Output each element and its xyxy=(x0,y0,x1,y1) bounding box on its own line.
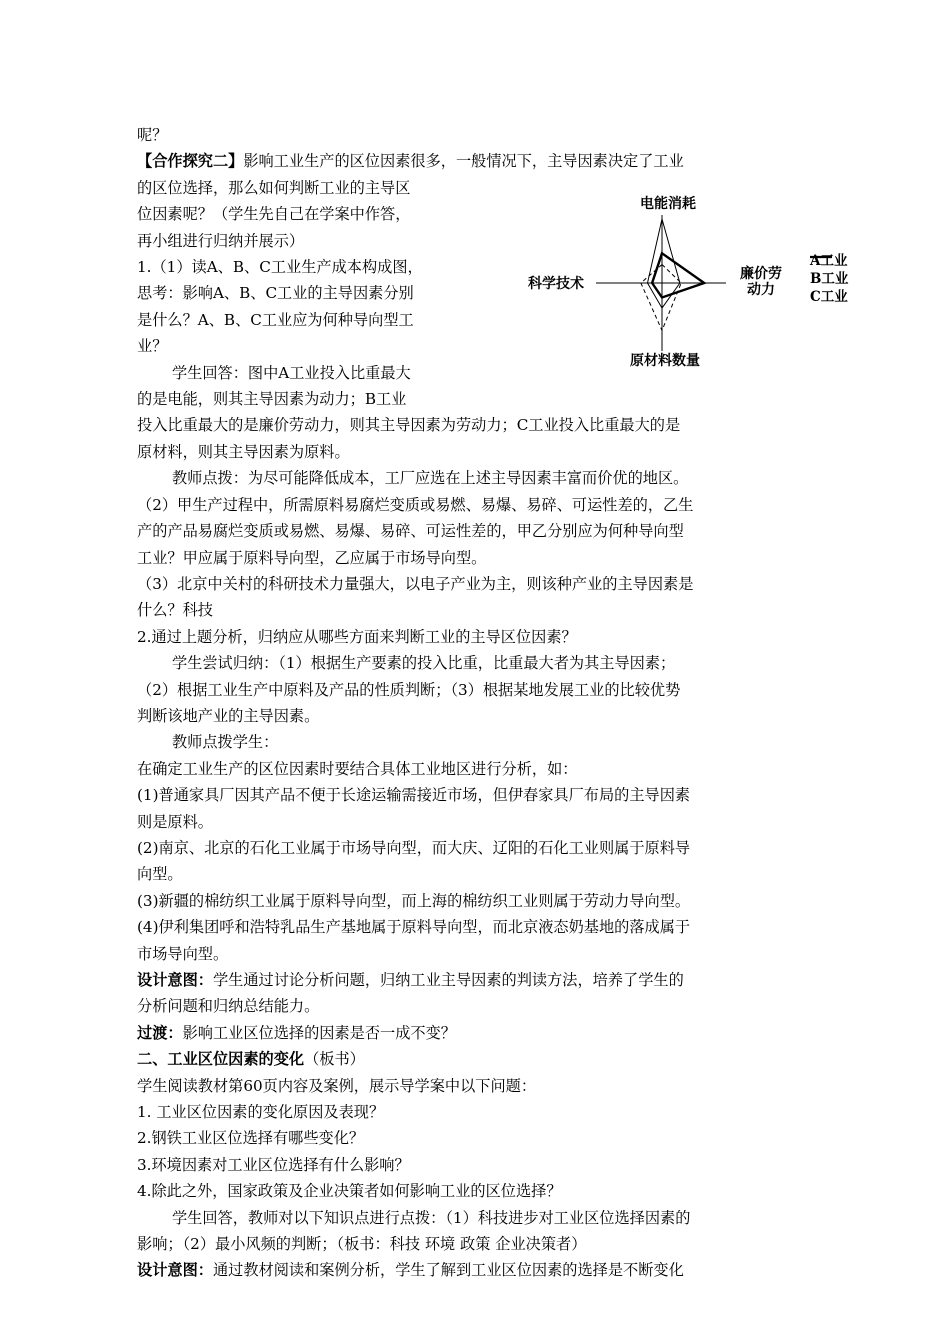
radar-chart xyxy=(518,190,883,380)
section-heading: 二、工业区位因素的变化 xyxy=(137,1050,305,1069)
bold-label: 设计意图： xyxy=(137,971,213,989)
legend-item-a: A工业 xyxy=(810,253,848,269)
axis-label-technology: 科学技术 xyxy=(528,276,584,292)
text-line: 教师点拨：为尽可能降低成本，工厂应选在上述主导因素丰富而价优的地区。 xyxy=(171,469,689,488)
text-line: 产的产品易腐烂变质或易燃、易爆、易碎、可运性差的，甲乙分别应为何种导向型 xyxy=(137,522,684,541)
text-line: 2.通过上题分析，归纳应从哪些方面来判断工业的主导区位因素？ xyxy=(137,627,577,646)
legend-item-c: C工业 xyxy=(810,289,848,305)
legend-item-b: B工业 xyxy=(810,271,849,287)
text-line: (1)普通家具厂因其产品不便于长途运输需接近市场，但伊春家具厂布局的主导因素 xyxy=(137,786,691,805)
text-line: 再小组进行归纳并展示） xyxy=(137,231,305,250)
text-line: 二、工业区位因素的变化（板书） xyxy=(137,1050,365,1069)
axis-label-material: 原材料数量 xyxy=(630,353,700,369)
text-line: 市场导向型。 xyxy=(137,944,229,963)
text-line: 在确定工业生产的区位因素时要结合具体工业地区进行分析，如： xyxy=(137,759,578,778)
text-line: 学生回答：图中A工业投入比重最大 xyxy=(171,363,411,382)
text-line: 教师点拨学生： xyxy=(171,733,279,752)
bold-label: 设计意图： xyxy=(137,1261,213,1280)
text-line: 工业？甲应属于原料导向型，乙应属于市场导向型。 xyxy=(137,548,487,567)
text-line: 学生回答，教师对以下知识点进行点拨：（1）科技进步对工业区位选择因素的 xyxy=(171,1208,691,1227)
text-line: 业？ xyxy=(137,337,168,356)
text-line: 是什么？A、B、C工业应为何种导向型工 xyxy=(137,310,414,329)
text-line: （3）北京中关村的科研技术力量强大，以电子产业为主，则该种产业的主导因素是 xyxy=(137,574,694,593)
text-line: 呢？ xyxy=(137,126,168,144)
text-line: 学生尝试归纳：（1）根据生产要素的投入比重，比重最大者为其主导因素； xyxy=(171,654,676,673)
text-line: 的是电能，则其主导因素为动力；B工业 xyxy=(137,390,407,409)
text-line: 思考：影响A、B、C工业的主导因素分别 xyxy=(137,284,414,303)
text-line: 则是原料。 xyxy=(137,812,213,831)
text-line: 原材料，则其主导因素为原料。 xyxy=(137,442,350,461)
text-line: 【合作探究二】影响工业生产的区位因素很多，一般情况下，主导因素决定了工业 xyxy=(137,152,684,171)
text-line: (3)新疆的棉纺织工业属于原料导向型，而上海的棉纺织工业则属于劳动力导向型。 xyxy=(137,891,691,910)
text-line: 过渡：影响工业区位选择的因素是否一成不变？ xyxy=(137,1023,456,1042)
text-line: (4)伊利集团呼和浩特乳品生产基地属于原料导向型，而北京液态奶基地的落成属于 xyxy=(137,918,691,937)
text-line: 判断该地产业的主导因素。 xyxy=(137,706,320,725)
text-line: 1.（1）读A、B、C工业生产成本构成图， xyxy=(137,258,423,277)
text-line: 什么？科技 xyxy=(137,601,213,620)
text-line: 位因素呢？（学生先自己在学案中作答， xyxy=(137,205,411,224)
text-line: 学生阅读教材第60页内容及案例，展示导学案中以下问题： xyxy=(137,1076,537,1095)
text-line: 2.钢铁工业区位选择有哪些变化？ xyxy=(137,1129,365,1148)
text-line: （2）甲生产过程中，所需原料易腐烂变质或易燃、易爆、易碎、可运性差的，乙生 xyxy=(137,495,694,514)
text-line: 设计意图：通过教材阅读和案例分析，学生了解到工业区位因素的选择是不断变化 xyxy=(137,1261,684,1280)
text-line: 3.环境因素对工业区位选择有什么影响？ xyxy=(137,1155,410,1174)
text-line: 1. 工业区位因素的变化原因及表现？ xyxy=(137,1103,385,1122)
section-heading: 【合作探究二】 xyxy=(137,152,244,171)
text-line: 分析问题和归纳总结能力。 xyxy=(137,997,320,1016)
text-line: 投入比重最大的是廉价劳动力，则其主导因素为劳动力；C工业投入比重最大的是 xyxy=(137,416,681,435)
text-line: （2）根据工业生产中原料及产品的性质判断；（3）根据某地发展工业的比较优势 xyxy=(137,680,681,699)
text-line: 4.除此之外，国家政策及企业决策者如何影响工业的区位选择？ xyxy=(137,1182,562,1201)
text-line: 设计意图：学生通过讨论分析问题，归纳工业主导因素的判读方法，培养了学生的 xyxy=(137,971,684,989)
legend xyxy=(810,252,848,306)
text-line: 向型。 xyxy=(137,865,183,884)
text-line: 的区位选择，那么如何判断工业的主导区 xyxy=(137,178,411,197)
text-line: 影响；（2）最小风频的判断；（板书：科技 环境 政策 企业决策者） xyxy=(137,1235,587,1254)
bold-label: 过渡： xyxy=(137,1023,183,1042)
axis-label-labor: 廉价劳 动力 xyxy=(740,266,782,298)
text-line: (2)南京、北京的石化工业属于市场导向型，而大庆、辽阳的石化工业则属于原料导 xyxy=(137,838,691,857)
axis-label-power: 电能消耗 xyxy=(640,196,696,212)
